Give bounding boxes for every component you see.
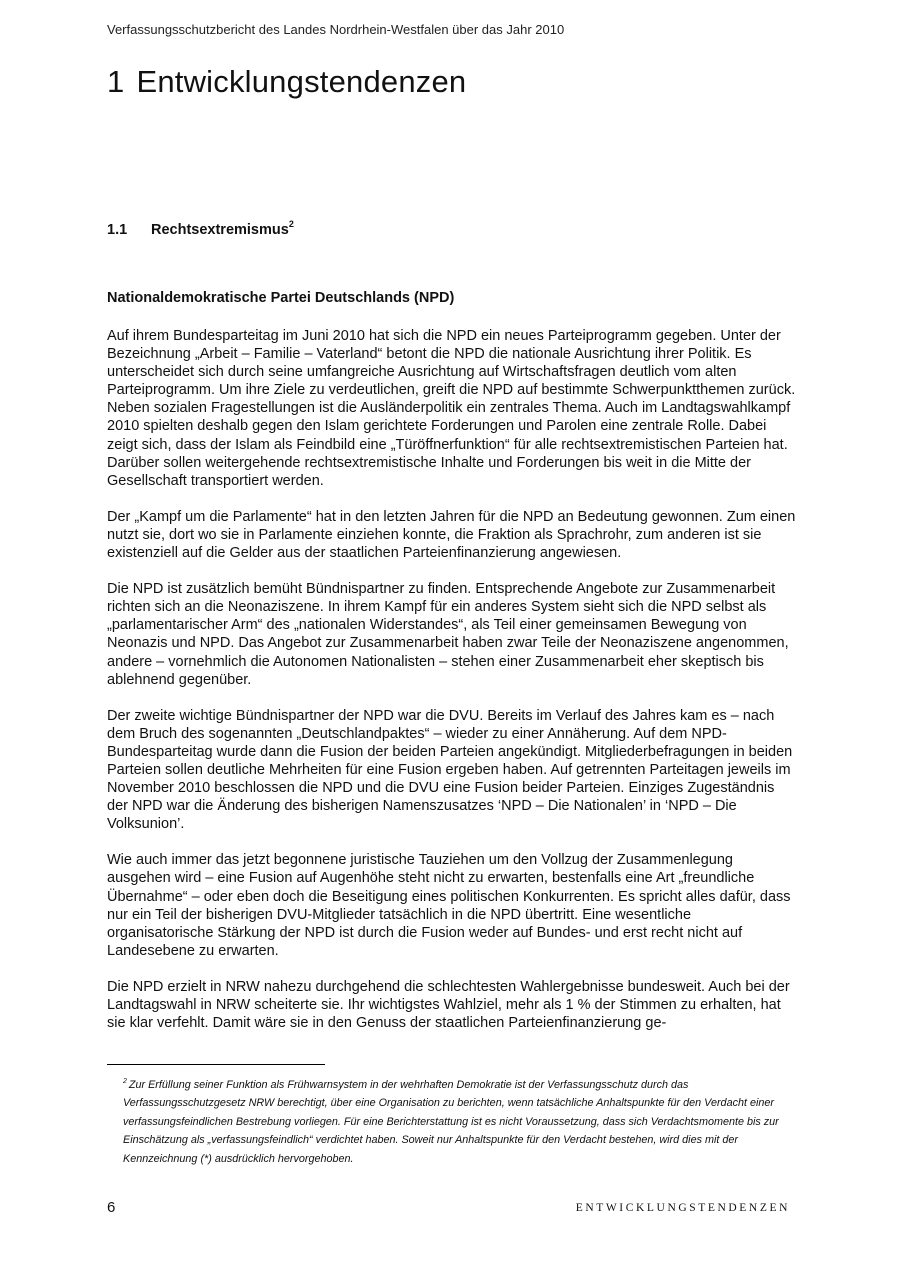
footnote-number: 2 [123, 1078, 127, 1085]
paragraph: Die NPD erzielt in NRW nahezu durchgehend die schlechtesten Wahlergebnisse bundesweit. Auch bei der Landtagswahl in NRW scheiterte sie. Ihr wichtigstes Wahlziel, mehr als 1 % der Stimmen zu erhalten, hat sie klar verfehlt. Damit wäre sie in den Genuss der staatlichen Parteienfinanzierung ge- [107, 978, 790, 1032]
paragraph: Wie auch immer das jetzt begonnene juristische Tauziehen um den Vollzug der Zusammenlegung ausgehen wird – eine Fusion auf Augenhöhe steht nicht zu erwarten, bestenfalls eine Art „freundliche Übernahme“ – oder eben doch die Beseitigung eines politischen Konkurrenten. Es spricht alles dafür, dass nur ein Teil der bisherigen DVU-Mitglieder tatsächlich in die NPD übertritt. Eine wesentliche organisatorische Stärkung der NPD ist durch die Fusion weder auf Bundes- und erst recht nicht auf Landesebene zu erwarten. [107, 852, 791, 959]
chapter-title-text: Entwicklungstendenzen [136, 64, 467, 99]
chapter-title [107, 64, 466, 100]
running-header: Verfassungsschutzbericht des Landes Nordrhein-Westfalen über das Jahr 2010 [107, 22, 565, 37]
page-number: 6 [107, 1199, 116, 1216]
footnote-reference: 2 [288, 219, 294, 229]
subsection-heading: Nationaldemokratische Partei Deutschlands (NPD) [107, 290, 455, 306]
chapter-number: 1 [107, 64, 125, 99]
section-number: 1.1 [107, 222, 128, 238]
body-text [107, 327, 797, 1050]
paragraph: Der zweite wichtige Bündnispartner der NPD war die DVU. Bereits im Verlauf des Jahres kam es – nach dem Bruch des sogenannten „Deutschlandpaktes“ – wieder zu einer Annäherung. Auf dem NPD-Bundesparteitag wurde dann die Fusion der beiden Parteien angekündigt. Mitgliederbefragungen in beiden Parteien sollen deutliche Mehrheiten für eine Fusion ergeben haben. Auf getrennten Parteitagen jeweils im November 2010 beschlossen die NPD und die DVU eine Fusion beider Parteien. Einziges Zugeständnis der NPD war die Änderung des bisherigen Namenszusatzes ‘NPD – Die Nationalen’ in ‘NPD – Die Volksunion’. [107, 707, 793, 833]
footnote-text: Zur Erfüllung seiner Funktion als Frühwarnsystem in der wehrhaften Demokratie ist der Verfassungsschutz durch das Verfassungsschutzgesetz NRW berechtigt, über eine Organisation zu berichten, wenn tatsächliche Anhaltspunkte für den Verdacht einer verfassungsfeindlichen Bestrebung vorliegen. Für eine Berichterstattung ist es nicht Voraussetzung, dass sich Verdachtsmomente bis zur Einschätzung als „verfassungsfeindlich“ verdichtet haben. Soweit nur Anhaltspunkte für den Verdacht bestehen, wird dies mit der Kennzeichnung (*) ausdrücklich hervorgehoben. [123, 1079, 779, 1165]
section-title: Rechtsextremismus [151, 222, 289, 238]
footnote [123, 1073, 788, 1168]
paragraph: Auf ihrem Bundesparteitag im Juni 2010 hat sich die NPD ein neues Parteiprogramm gegeben. Unter der Bezeichnung „Arbeit – Familie – Vaterland“ betont die NPD die nationale Ausrichtung ihrer Politik. Es unterscheidet sich durch seine umfangreiche Ausrichtung auf Wirtschaftsfragen deutlich vom alten Parteiprogramm. Um ihre Ziele zu verdeutlichen, greift die NPD auf bestimmte Schwerpunktthemen zurück. Neben sozialen Fragestellungen ist die Ausländerpolitik ein zentrales Thema. Auch im Landtagswahlkampf 2010 spielten deshalb gegen den Islam gerichtete Forderungen und Parolen eine zentrale Rolle. Dabei zeigt sich, dass der Islam als Feindbild eine „Türöffnerfunktion“ für alle rechtsextremistischen Parteien hat. Darüber sollen weitergehende rechtsextremistische Inhalte und Forderungen bis weit in die Mitte der Gesellschaft transportiert werden. [107, 328, 796, 489]
paragraph: Die NPD ist zusätzlich bemüht Bündnispartner zu finden. Entsprechende Angebote zur Zusammenarbeit richten sich an die Neonaziszene. In ihrem Kampf für ein anderes System sieht sich die NPD selbst als „parlamentarischer Arm“ des „nationalen Widerstandes“, als Teil einer gemeinsamen Bewegung von Neonazis und NPD. Das Angebot zur Zusammenarbeit haben zwar Teile der Neonaziszene angenommen, andere – vornehmlich die Autonomen Nationalisten – stehen einer Zusammenarbeit eher skeptisch bis ablehnend gegenüber. [107, 581, 789, 688]
section-heading [107, 219, 294, 238]
footnote-divider [107, 1064, 325, 1065]
paragraph: Der „Kampf um die Parlamente“ hat in den letzten Jahren für die NPD an Bedeutung gewonnen. Zum einen nutzt sie, dort wo sie in Parlamente einziehen konnte, die Fraktion als Sprachrohr, zum anderen ist sie existenziell auf die Gelder aus der staatlichen Parteienfinanzierung angewiesen. [107, 508, 796, 562]
running-footer: ENTWICKLUNGSTENDENZEN [575, 1202, 790, 1214]
